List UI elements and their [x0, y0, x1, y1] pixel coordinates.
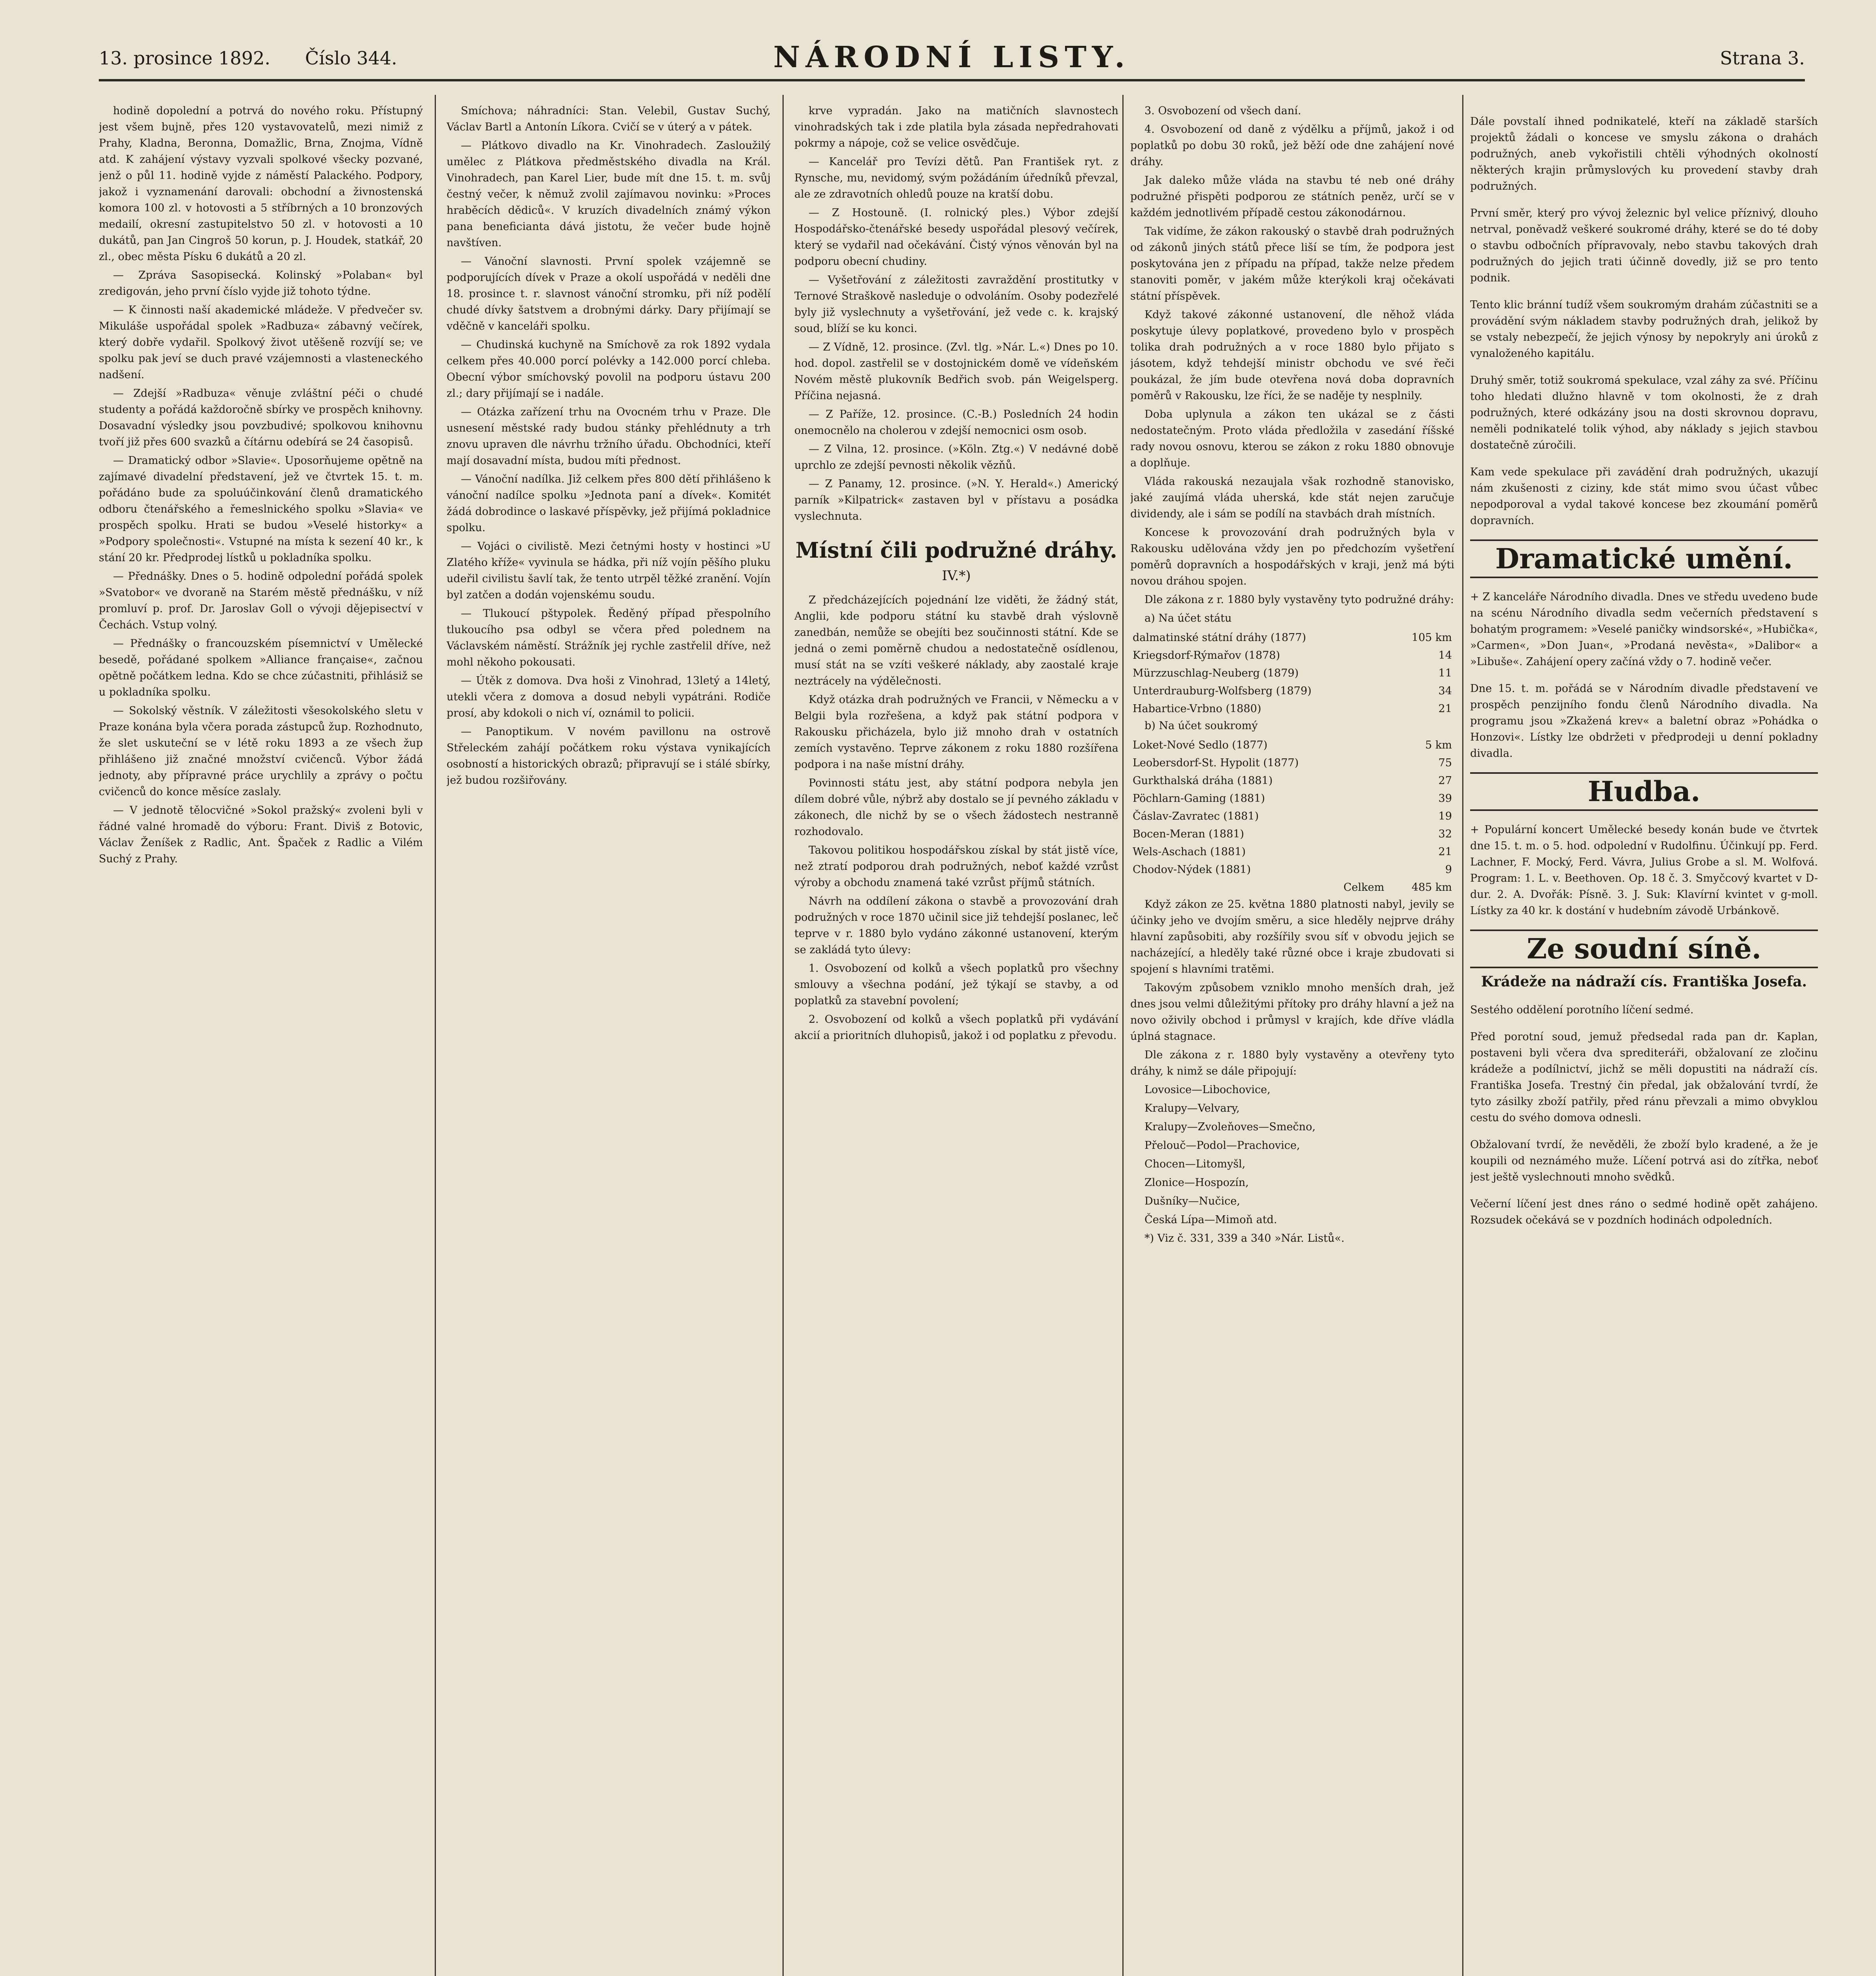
column-divider — [782, 95, 784, 1976]
page-header — [99, 36, 1805, 81]
railway-name: dalmatinské státní dráhy (1877) — [1133, 632, 1306, 644]
column-4 — [1130, 103, 1454, 1976]
article-paragraph: Kam vede spekulace při zavádění drah podružných, ukazují nám zkušenosti z ciziny, kde stát mimo svou účast vůbec nepodporoval a vydal takové koncese bez zkoumání poměrů dopravních. — [1470, 466, 1818, 527]
railway-total-label: Celkem — [1343, 881, 1384, 894]
article-paragraph: Jak daleko může vláda na stavbu té neb oné dráhy podružné přispěti podporou ze státních peněz, určí se v každém jednotlivém případě cestou zákonodárnou. — [1130, 174, 1454, 219]
railway-table-state — [1130, 629, 1454, 718]
railway-row — [1130, 790, 1454, 807]
header-page-number: Strana 3. — [1720, 47, 1805, 69]
railway-length: 21 — [1438, 846, 1452, 858]
railway-name: Gurkthalská dráha (1881) — [1133, 775, 1273, 787]
court-case-title: Krádeže na nádraží cís. Františka Josefa. — [1481, 973, 1807, 990]
article-paragraph: — Útěk z domova. Dva hoši z Vinohrad, 13letý a 14letý, utekli včera z domova a dosud nebyli vypátráni. Rodiče prosí, aby kdokoli o nich ví, oznámil to policii. — [447, 675, 771, 719]
railway-total-km: 485 km — [1411, 881, 1452, 894]
railway-name: Pöchlarn-Gaming (1881) — [1133, 792, 1265, 805]
railway-row — [1130, 807, 1454, 825]
article-paragraph: Lovosice—Libochovice, — [1144, 1084, 1271, 1096]
railway-name: Mürzzuschlag-Neuberg (1879) — [1133, 667, 1299, 679]
article-paragraph: — Přednášky o francouzském písemnictví v Umělecké besedě, pořádané spolkem »Alliance française«, začnou opětně počátkem ledna. Kdo se chce zúčastniti, přihlásiž se u pokladníka spolku. — [99, 637, 423, 698]
railway-row — [1130, 736, 1454, 754]
section-title-music: Hudba. — [1470, 772, 1818, 811]
railway-name: Leobersdorf-St. Hypolit (1877) — [1133, 757, 1299, 769]
article-paragraph: Kralupy—Zvoleňoves—Smečno, — [1144, 1121, 1316, 1133]
article-paragraph: — Z Vilna, 12. prosince. (»Köln. Ztg.«) V nedávné době uprchlo ze zdejší pevnosti několik vězňů. — [794, 443, 1118, 471]
header-issue: Číslo 344. — [305, 47, 397, 69]
column-divider — [1122, 95, 1124, 1976]
article-paragraph: Tak vidíme, že zákon rakouský o stavbě drah podružných od zákonů jiných států přece liší se tím, že podpora jest poskytována jen z případu na případ, takže nelze předem stanoviti poměr, v jakém může kterýkoli kraj očekávati státní příspěvek. — [1130, 225, 1454, 302]
article-paragraph: Česká Lípa—Mimoň atd. — [1144, 1214, 1277, 1226]
railway-row — [1130, 754, 1454, 772]
masthead-title: NÁRODNÍ LISTY. — [773, 40, 1131, 74]
column-5 — [1470, 103, 1818, 1976]
railway-row — [1130, 629, 1454, 647]
article-paragraph: — Z Hostouně. (I. rolnický ples.) Výbor zdejší Hospodářsko-čtenářské besedy uspořádal plesový večírek, který se vydařil nad očekávání. Čistý výnos věnován byl na podporu obecní chudiny. — [794, 207, 1118, 268]
article-paragraph: Sestého oddělení porotního líčení sedmé. — [1470, 1004, 1694, 1016]
railway-row — [1130, 647, 1454, 664]
railway-row — [1130, 843, 1454, 861]
article-paragraph: 1. Osvobození od kolků a všech poplatků pro všechny smlouvy a všechna podání, jež týkají se stavby, a od poplatků za stavební povolení; — [794, 962, 1118, 1007]
article-paragraph: — Přednášky. Dnes o 5. hodině odpolední pořádá spolek »Svatobor« ve dvoraně na Starém městě přednášku, v níž promluví p. prof. Dr. Jaroslav Goll o vývoji dějepisectví v Čechách. Vstup volný. — [99, 570, 423, 631]
article-paragraph: První směr, který pro vývoj železnic byl velice příznivý, dlouho netrval, poněvadž veškeré soukromé dráhy, které se do té doby o stavbu odbočních přípravovaly, nebo stavbu takových drah podružných do jejich trati účinně dovedly, již se pro tento podnik. — [1470, 207, 1818, 284]
railway-name: Kriegsdorf-Rýmařov (1878) — [1133, 649, 1280, 662]
article-paragraph: Tento klic bránní tudíž všem soukromým drahám zúčastniti se a provádění svým nákladem stavby podružných drah, jelikož by se vstaly nebezpečí, že jejich výnosy by nepokryly ani úroků z vynaloženého kapitálu. — [1470, 299, 1818, 360]
article-paragraph: — Z Vídně, 12. prosince. (Zvl. tlg. »Nár. L.«) Dnes po 10. hod. dopol. zastřelil se v dostojnickém domě ve vídeňském Novém městě plukovník Bedřich svob. pán Weigelsperg. Příčina nejasná. — [794, 341, 1118, 402]
railway-name: Habartice-Vrbno (1880) — [1133, 703, 1261, 715]
article-paragraph: 2. Osvobození od kolků a všech poplatků při vydávání akcií a prioritních dluhopisů, jakož i od poplatku z převodu. — [794, 1013, 1118, 1042]
article-paragraph: — Chudinská kuchyně na Smíchově za rok 1892 vydala celkem přes 40.000 porcí polévky a 142.000 porcí chleba. Obecní výbor smíchovský povolil na podporu ústavu 200 zl.; dary přijímají se i nadále. — [447, 339, 771, 400]
article-paragraph: Návrh na oddílení zákona o stavbě a provozování drah podružných v roce 1870 učinil sice již tehdejší poslanec, leč teprve v r. 1880 bylo vydáno zákonné ustanovení, kterým se zakládá tyto úlevy: — [794, 895, 1118, 956]
article-paragraph: Doba uplynula a zákon ten ukázal se z části nedostatečným. Proto vláda předložila v zasedání říšské rady novou osnovu, kterou se zákon z roku 1880 obnovuje a doplňuje. — [1130, 408, 1454, 469]
article-paragraph: Dle zákona z r. 1880 byly vystavěny a otevřeny tyto dráhy, k nimž se dále připojují: — [1130, 1049, 1454, 1077]
article-paragraph: Večerní líčení jest dnes ráno o sedmé hodině opět zahájeno. Rozsudek očekává se v pozdních hodinách odpoledních. — [1470, 1198, 1818, 1226]
article-paragraph: Před porotní soud, jemuž předsedal rada pan dr. Kaplan, postaveni byli včera dva sprediteráři, obžalovaní ze zločinu krádeže a podílnictví, jichž se měli dopustiti na nádraží cís. Františka Josefa. Trestný čin předal, jak obžalování tvrdí, že tyto zásilky zboží patřily, před ránu převzali a mimo obvyklou cestu do svého domova odnesli. — [1470, 1031, 1818, 1124]
article-paragraph: — V jednotě tělocvičné »Sokol pražský« zvoleni byli v řádné valné hromadě do výboru: Frant. Diviš z Botovic, Václav Ženíšek z Radlic, Ant. Špaček z Radlic a Vilém Suchý z Prahy. — [99, 804, 423, 865]
article-paragraph: Dne 15. t. m. pořádá se v Národním divadle představení ve prospěch penzijního fondu členů Národního divadla. Na programu jsou »Zkažená krev« a baletní obraz »Pohádka o Honzovi«. Lístky lze obdržeti v předprodeji u denní pokladny divadla. — [1470, 683, 1818, 760]
column-divider — [435, 95, 436, 1976]
section-title-court: Ze soudní síně. — [1470, 930, 1818, 968]
article-paragraph: Kralupy—Velvary, — [1144, 1102, 1240, 1114]
article-paragraph: — K činnosti naší akademické mládeže. V předvečer sv. Mikuláše uspořádal spolek »Radbuza« zábavný večírek, který dobře vydařil. Spolkový život utěšeně rozvíjí se; ve spolku pak jeví se duch pravé vzájemnosti a vlasteneckého nadšení. — [99, 304, 423, 381]
article-paragraph: Když otázka drah podružných ve Francii, v Německu a v Belgii byla rozřešena, a když pak státní podpora v Rakousku přicházela, bylo již mnoho drah v ostatních zemích vystavěno. Teprve zákonem z roku 1880 rozšířena podpora i na naše místní dráhy. — [794, 694, 1118, 771]
article-paragraph: — Kancelář pro Tevízi dětů. Pan František ryt. z Rynsche, mu, nevidomý, svým požádáním úředníků převzal, ale ze zdravotních ohledů pouze na kratší dobu. — [794, 156, 1118, 200]
railway-name: Čáslav-Zavratec (1881) — [1133, 810, 1259, 822]
railway-length: 9 — [1445, 864, 1452, 876]
railway-name: Loket-Nové Sedlo (1877) — [1133, 739, 1268, 751]
railway-length: 39 — [1438, 792, 1452, 805]
article-paragraph: Druhý směr, totiž soukromá spekulace, vzal záhy za své. Příčinu toho hledati dlužno hlavně v tom okolnosti, že z drah podružných, které odkázány jsou na dosti skrovnou dopravu, neměli podnikatelé tolik výhod, aby náklady s jejich stavbou dostatečně zúročili. — [1470, 374, 1818, 451]
railway-length: 34 — [1438, 685, 1452, 697]
column-1 — [99, 103, 423, 1976]
article-paragraph: 4. Osvobození od daně z výdělku a příjmů, jakož i od poplatků po dobu 30 roků, jež běží ode dne zahájení nové dráhy. — [1130, 123, 1454, 168]
railway-table-private — [1130, 736, 1454, 896]
header-date: 13. prosince 1892. — [99, 47, 271, 69]
article-paragraph: Chocen—Litomyšl, — [1144, 1158, 1246, 1170]
article-paragraph: — Zpráva Sasopisecká. Kolinský »Polaban« byl zredigován, jeho první číslo vyjde již tohoto týdne. — [99, 269, 423, 298]
article-paragraph: — Vyšetřování z záležitosti zavraždění prostitutky v Ternové Straškově nasleduje o odvoláním. Osoby podezřelé byly již vyslechnuty a vyšetřování, jež vede c. k. krajský soud, blíží se ku konci. — [794, 274, 1118, 335]
section-title-local-railways: Místní čili podružné dráhy. — [795, 537, 1118, 563]
railway-row — [1130, 664, 1454, 682]
railway-row — [1130, 772, 1454, 790]
article-paragraph: Zlonice—Hospozín, — [1144, 1177, 1249, 1189]
railway-row — [1130, 700, 1454, 718]
article-paragraph: Koncese k provozování drah podružných byla v Rakousku udělována vždy jen po předchozím vyšetření poměrů dopravních a hospodářských v kraji, jenž má býti novou dráhou spojen. — [1130, 526, 1454, 587]
article-paragraph: Smíchova; náhradníci: Stan. Velebil, Gustav Suchý, Václav Bartl a Antonín Líkora. Cvičí se v úterý a v pátek. — [447, 105, 771, 133]
column-divider — [1462, 95, 1463, 1976]
article-paragraph: hodině dopolední a potrvá do nového roku. Přístupný jest všem bujně, přes 120 vystavovatelů, mezi nimiž z Prahy, Kladna, Beronna, Domažlic, Brna, Znojma, Vídně atd. K zahájení výstavy vyzvali spolkové všecky pozvané, jenž o půl 11. hodině vyjde z náměstí Palackého. Podpory, jakož i vyznamenání darovali: obchodní a živnostenská komora 100 zl. v hotovosti a 5 stříbrných a 10 bronzových medailí, okresní zastupitelstvo 50 zl. v hotovosti a 10 dukátů, pan Jan Cingroš 50 korun, p. J. Houdek, statkář, 20 zl., obec města Písku 6 dukátů a 20 zl. — [99, 105, 423, 263]
article-paragraph: + Z kanceláře Národního divadla. Dnes ve středu uvedeno bude na scénu Národního divadla sedm večerních představení s bohatým programem: »Veselé paničky windsorské«, »Hubička«, »Carmen«, »Don Juan«, »Prodaná nevěsta«, »Dalibor« a »Libuše«. Zahájení opery začíná vždy o 7. hodině večer. — [1470, 591, 1818, 668]
article-paragraph: — Vánoční slavnosti. První spolek vzájemně se podporujících dívek v Praze a okolí uspořádá v neděli dne 18. prosince t. r. slavnost vánoční stromku, při níž podělí chudé dívky šatstvem a drobnými dárky. Dary přijímají se vděčně v kanceláři spolku. — [447, 255, 771, 332]
railway-length: 75 — [1438, 757, 1452, 769]
column-3 — [794, 103, 1118, 1976]
article-paragraph: — Z Paříže, 12. prosince. (C.-B.) Posledních 24 hodin onemocnělo na cholerou v zdejší nemocnici osm osob. — [794, 408, 1118, 437]
railway-name: Bocen-Meran (1881) — [1133, 828, 1244, 840]
article-paragraph: Přelouč—Podol—Prachovice, — [1144, 1139, 1300, 1152]
article-paragraph: Z předcházejících pojednání lze viděti, že žádný stát, Anglii, kde podporu státní ku stavbě drah výslovně zanedbán, nemůže se obejíti bez součinnosti státní. Kde se jedná o zemi poměrně chudou a nedostatečně osídlenou, musí stát na se vzíti veškeré náklady, aby zaostalé kraje neztrácely na výdělečnosti. — [794, 594, 1118, 687]
railway-length: 105 km — [1411, 632, 1452, 644]
section-title-theatre: Dramatické umění. — [1470, 539, 1818, 578]
article-paragraph: — Vojáci o civilistě. Mezi četnými hosty v hostinci »U Zlatého kříže« vyvinula se hádka, při níž vojín pěšího pluku udeřil civilistu šavlí tak, že tento utrpěl těžké zranění. Vojín byl zatčen a dodán vojenskému soudu. — [447, 540, 771, 601]
article-paragraph: Dále povstalí ihned podnikatelé, kteří na základě starších projektů žádali o koncese ve smyslu zákona o drahách podružných, aneb vykořistili chtěli výhodných okolností některých krajin průmyslových ku provedení stavby drah podružných. — [1470, 115, 1818, 192]
railway-length: 11 — [1438, 667, 1452, 679]
railway-total-row — [1130, 879, 1454, 896]
article-paragraph: *) Viz č. 331, 339 a 340 »Nár. Listů«. — [1144, 1232, 1345, 1244]
article-paragraph: — Otázka zařízení trhu na Ovocném trhu v Praze. Dle usnesení městské rady budou stánky přehlédnuty a trh znovu upraven dle návrhu tržního úřadu. Obchodníci, kteří mají dosavadní místa, budou míti přednost. — [447, 406, 771, 467]
section-subtitle: IV.*) — [942, 568, 971, 584]
article-paragraph: Takovou politikou hospodářskou získal by stát jistě více, než ztratí podporou drah podružných, neboť každé vzrůst výroby a obchodu znamená také vzrůst příjmů státních. — [794, 844, 1118, 889]
railway-length: 21 — [1438, 703, 1452, 715]
article-paragraph: Vláda rakouská nezaujala však rozhodně stanovisko, jaké zaujímá vláda uherská, kde stát nejen zaručuje dividendy, ale i sám se podílí na stavbách drah místních. — [1130, 475, 1454, 520]
article-paragraph: — Tlukoucí pštypolek. Ředěný případ přespolního tlukoucího psa odbyl se včera před polednem na Václavském náměstí. Strážník jej rychle zastřelil dříve, než mohl někoho pokousati. — [447, 607, 771, 668]
railway-row — [1130, 682, 1454, 700]
railway-table-a-title: a) Na účet státu — [1144, 612, 1232, 624]
article-paragraph: + Populární koncert Umělecké besedy konán bude ve čtvrtek dne 15. t. m. o 5. hod. odpolední v Rudolfinu. Účinkují pp. Ferd. Lachner, F. Mocký, Ferd. Vávra, Julius Grobe a sl. M. Wolfová. Program: 1. L. v. Beethoven. Op. 18 č. 3. Smyčcový kvartet v D-dur. 2. A. Dvořák: Písně. 3. J. Suk: Klavírní kvintet v g-moll. Lístky za 40 kr. k dostání v hudebním závodě Urbánkově. — [1470, 824, 1818, 917]
railway-name: Chodov-Nýdek (1881) — [1133, 864, 1251, 876]
railway-table-b-title: b) Na účet soukromý — [1144, 720, 1258, 732]
article-paragraph: Obžalovaní tvrdí, že nevěděli, že zboží bylo kradené, a že je koupili od neznámého muže. Líčení potrvá asi do zítřka, neboť jest ještě vyslechnouti mnoho svědků. — [1470, 1139, 1818, 1183]
article-paragraph: — Dramatický odbor »Slavie«. Uposorňujeme opětně na zajímavé divadelní představení, jež ve čtvrtek 15. t. m. pořádáno bude za spoluúčinkování členů dramatického odboru čtenářského a řemeslnického spolku »Slavia« ve prospěch spolku. Hrati se budou »Veselé historky« a »Podpory společnosti«. Vstupné na místa k sezení 40 kr., k stání 20 kr. Předprodej lístků u pokladníka spolku. — [99, 454, 423, 564]
article-paragraph: krve vypradán. Jako na matičních slavnostech vinohradských tak i zde platila byla zásada nepředrahovati pokrmy a nápoje, což se velice osvědčuje. — [794, 105, 1118, 149]
article-paragraph: — Plátkovo divadlo na Kr. Vinohradech. Zasloužilý umělec z Plátkova předměstského divadla na Král. Vinohradech, pan Karel Lier, bude mít dne 15. t. m. svůj čestný večer, k němuž zvolil zajímavou novinku: »Proces hraběcích dědiců«. V kruzích divadelních známý výkon pana beneficianta dává jistotu, že večer bude hojně navštíven. — [447, 140, 771, 249]
article-paragraph: Když zákon ze 25. května 1880 platnosti nabyl, jevily se účinky jeho ve dvojím směru, a sice hleděly nejprve dráhy hlavní zapůsobiti, aby rozšířily svou síť v obvodu jejich se nacházející, a hleděly také různé obce i kraje zbudovati si spojení s hlavními tratěmi. — [1130, 898, 1454, 975]
article-paragraph: — Z Panamy, 12. prosince. (»N. Y. Herald«.) Americký parník »Kilpatrick« zastaven byl v přístavu a posádka vyslechnuta. — [794, 478, 1118, 522]
article-paragraph: Povinnosti státu jest, aby státní podpora nebyla jen dílem dobré vůle, nýbrž aby dostalo se jí pevného základu v zákonech, dle nichž by se o všech žádostech nestranně rozhodovalo. — [794, 777, 1118, 838]
railway-length: 32 — [1438, 828, 1452, 840]
railway-length: 5 km — [1425, 739, 1452, 751]
column-2 — [447, 103, 771, 1976]
article-paragraph: — Zdejší »Radbuza« věnuje zvláštní péči o chudé studenty a pořádá každoročně sbírky ve prospěch knihovny. Dosavadní výsledky jsou povzbudivé; spolkovou knihovnu tvoří již přes 600 svazků a čítárnu odebírá se 24 časopisů. — [99, 387, 423, 448]
railway-name: Wels-Aschach (1881) — [1133, 846, 1246, 858]
railway-row — [1130, 861, 1454, 879]
article-paragraph: — Panoptikum. V novém pavillonu na ostrově Střeleckém zahájí počátkem roku výstava vynikajících osobností a historických obrazů; připravují se i stálé sbírky, jež budou rozšiřovány. — [447, 726, 771, 786]
article-paragraph: Dle zákona z r. 1880 byly vystavěny tyto podružné dráhy: — [1144, 594, 1454, 606]
article-paragraph: — Sokolský věstník. V záležitosti všesokolského sletu v Praze konána byla včera porada zástupců žup. Rozhodnuto, že slet uskuteční se v létě roku 1893 a ze všech žup přihlášeno již značné množství cvičenců. Výbor žádá jednoty, aby přípravné práce urychlily a zprávy o počtu cvičenců do konce měsíce zaslaly. — [99, 705, 423, 798]
railway-length: 19 — [1438, 810, 1452, 822]
railway-name: Unterdrauburg-Wolfsberg (1879) — [1133, 685, 1312, 697]
article-paragraph: Takovým způsobem vzniklo mnoho menších drah, jež dnes jsou velmi důležitými přítoky pro dráhy hlavní a jež na novo oživily obchod i průmysl v krajích, kde dříve vládla úplná stagnace. — [1130, 982, 1454, 1043]
railway-length: 14 — [1438, 649, 1452, 662]
article-paragraph: 3. Osvobození od všech daní. — [1144, 105, 1301, 117]
article-paragraph: Dušníky—Nučice, — [1144, 1195, 1240, 1207]
article-paragraph: — Vánoční nadílka. Již celkem přes 800 dětí přihlášeno k vánoční nadílce spolku »Jednota paní a dívek«. Komitét žádá dobrodince o laskavé příspěvky, jež přijímá pokladnice spolku. — [447, 473, 771, 534]
railway-row — [1130, 825, 1454, 843]
article-paragraph: Když takové zákonné ustanovení, dle něhož vláda poskytuje úlevy poplatkové, provedeno bylo v prospěch tolika drah podružných a v roce 1880 bylo přijato s jásotem, když tehdejší ministr obchodu ve své řeči poukázal, že jím bude otevřena nová doba dopravních poměrů v Rakousku, lze říci, že se naděje ty nesplnily. — [1130, 309, 1454, 402]
railway-length: 27 — [1438, 775, 1452, 787]
